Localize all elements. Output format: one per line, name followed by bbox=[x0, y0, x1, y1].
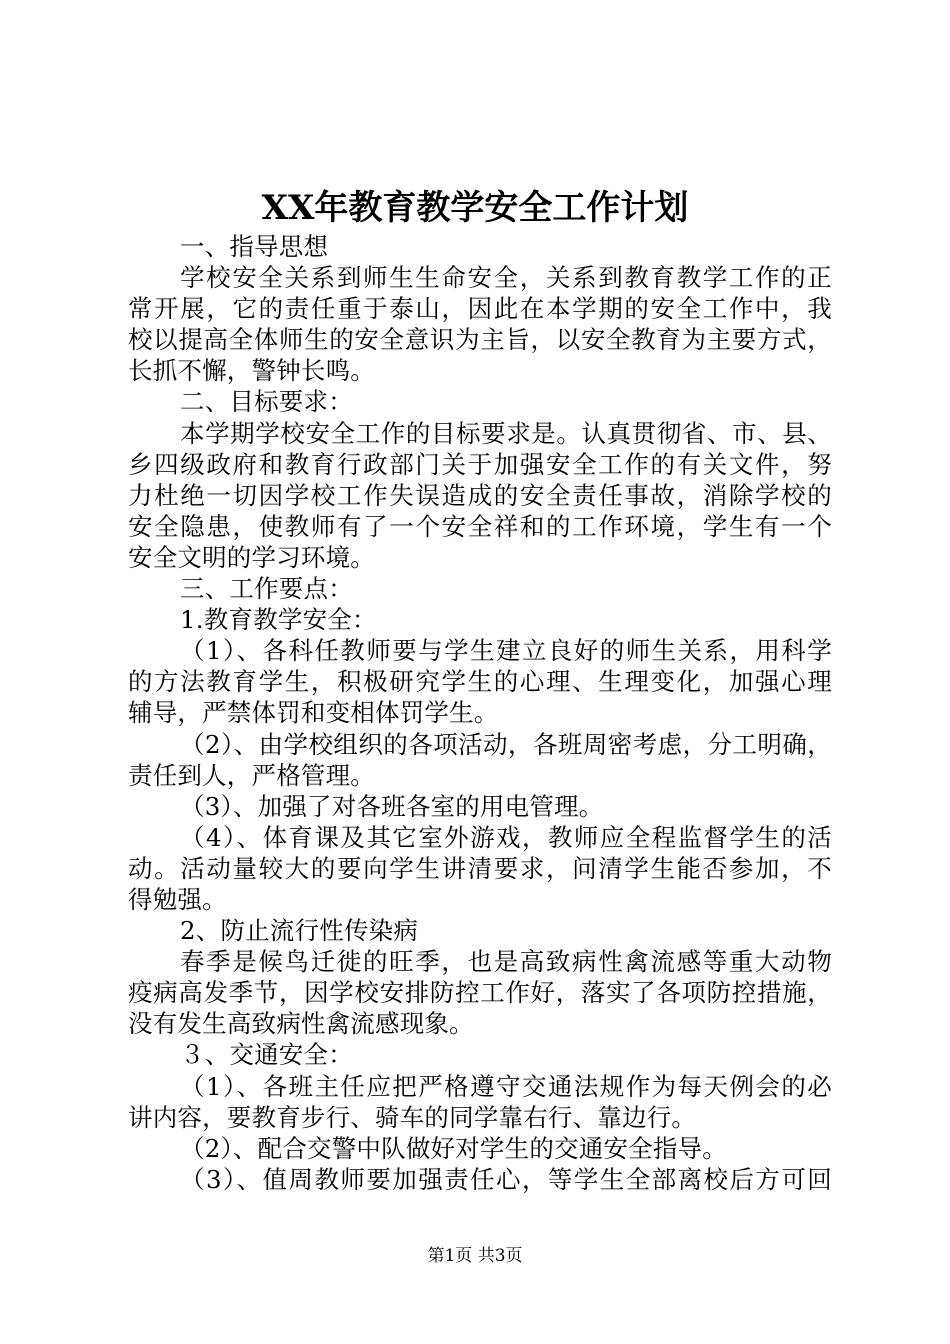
text-line: （4）、体育课及其它室外游戏，教师应全程监督学生的活 bbox=[180, 822, 832, 852]
document-title: XX年教育教学安全工作计划 bbox=[261, 188, 689, 228]
text-line: 2、防止流行性传染病 bbox=[180, 916, 419, 946]
text-line: 疫病高发季节，因学校安排防控工作好，落实了各项防控措施， bbox=[128, 978, 832, 1008]
text-line: （3）、值周教师要加强责任心，等学生全部离校后方可回 bbox=[180, 1164, 832, 1194]
text-line: 长抓不懈，警钟长鸣。 bbox=[128, 356, 375, 386]
document-body bbox=[128, 231, 832, 1195]
text-line: （2）、配合交警中队做好对学生的交通安全指导。 bbox=[180, 1133, 727, 1163]
text-line: 学校安全关系到师生生命安全，关系到教育教学工作的正 bbox=[180, 263, 832, 293]
text-line: 本学期学校安全工作的目标要求是。认真贯彻省、市、县、 bbox=[180, 418, 832, 448]
text-line: （1）、各班主任应把严格遵守交通法规作为每天例会的必 bbox=[180, 1071, 832, 1101]
text-line: 动。活动量较大的要向学生讲清要求，问清学生能否参加，不 bbox=[128, 853, 832, 883]
text-line: 讲内容，要教育步行、骑车的同学靠右行、靠边行。 bbox=[128, 1102, 697, 1132]
text-line: 力杜绝一切因学校工作失误造成的安全责任事故，消除学校的 bbox=[128, 480, 832, 510]
text-line: 没有发生高致病性禽流感现象。 bbox=[128, 1009, 474, 1039]
text-line: （1）、各科任教师要与学生建立良好的师生关系，用科学 bbox=[180, 636, 832, 666]
text-line: 责任到人，严格管理。 bbox=[128, 760, 375, 790]
text-line: 常开展，它的责任重于泰山，因此在本学期的安全工作中，我 bbox=[128, 294, 832, 324]
text-line: （3）、加强了对各班各室的用电管理。 bbox=[180, 791, 604, 821]
text-line: 三、工作要点： bbox=[180, 574, 353, 604]
text-line: 安全隐患，使教师有了一个安全祥和的工作环境，学生有一个 bbox=[128, 511, 832, 541]
text-line: 乡四级政府和教育行政部门关于加强安全工作的有关文件，努 bbox=[128, 449, 832, 479]
text-line: （2）、由学校组织的各项活动，各班周密考虑，分工明确， bbox=[180, 729, 832, 759]
text-line: 安全文明的学习环境。 bbox=[128, 542, 375, 572]
text-line: 辅导，严禁体罚和变相体罚学生。 bbox=[128, 698, 499, 728]
text-line: 春季是候鸟迁徙的旺季，也是高致病性禽流感等重大动物 bbox=[180, 947, 832, 977]
text-line: 一、指导思想 bbox=[180, 232, 329, 261]
text-line: 校以提高全体师生的安全意识为主旨，以安全教育为主要方式， bbox=[128, 325, 832, 355]
text-line: 二、目标要求： bbox=[180, 387, 353, 417]
text-line: ３、交通安全： bbox=[180, 1040, 353, 1070]
text-line: 的方法教育学生，积极研究学生的心理、生理变化，加强心理 bbox=[128, 667, 832, 697]
text-line: 得勉强。 bbox=[128, 884, 227, 914]
text-line: 1.教育教学安全： bbox=[180, 605, 377, 635]
page-footer: 第1页 共3页 bbox=[427, 1246, 523, 1266]
